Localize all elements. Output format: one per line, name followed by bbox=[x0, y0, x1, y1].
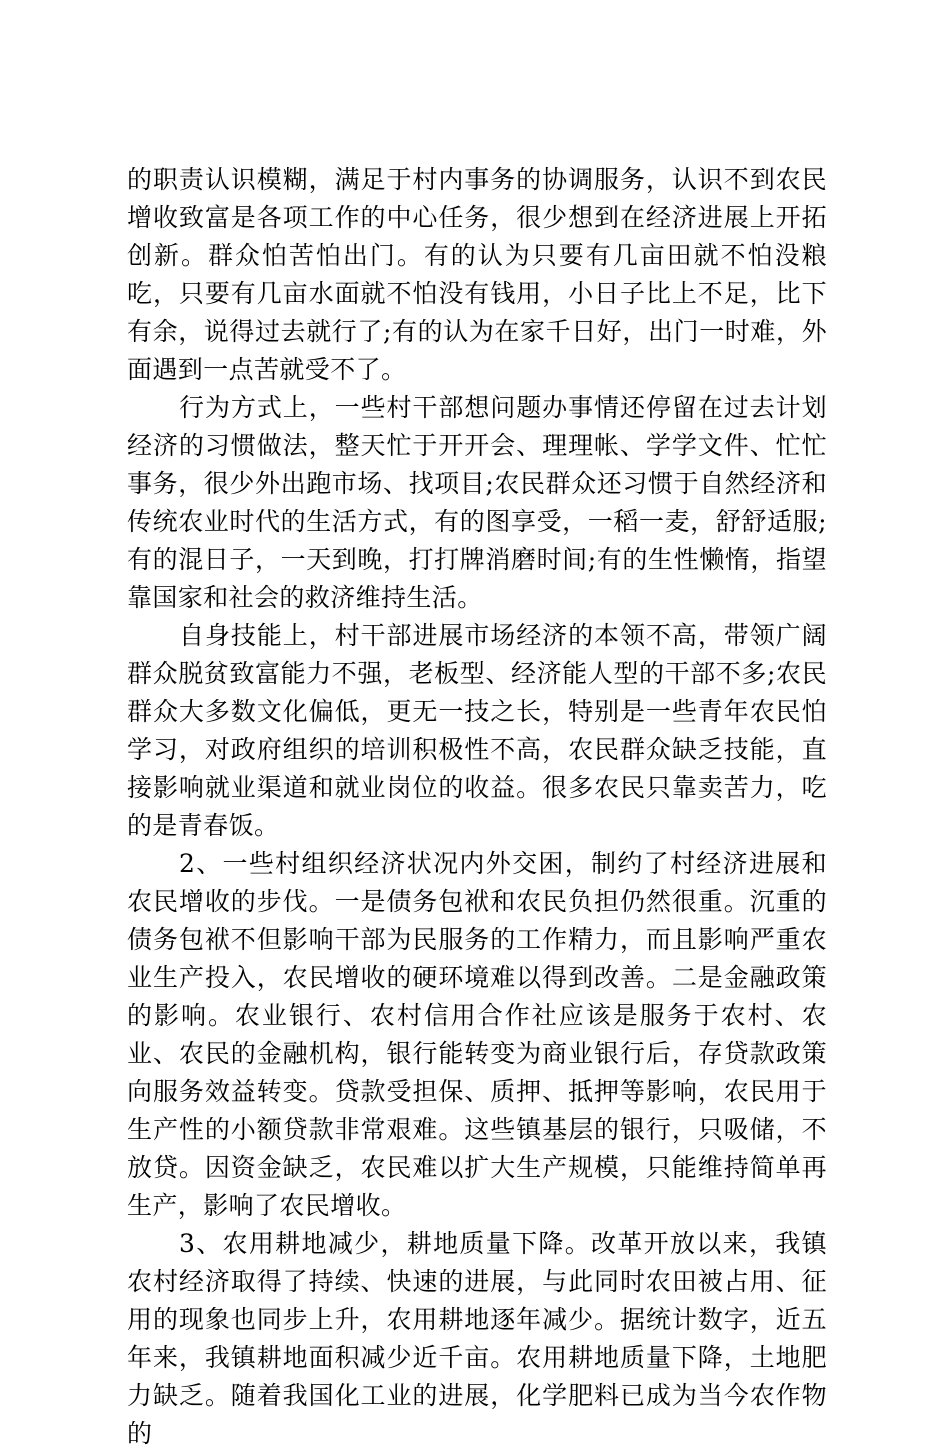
paragraph-3: 自身技能上，村干部进展市场经济的本领不高，带领广阔群众脱贫致富能力不强，老板型、经济能人型的干部不多;农民群众大多数文化偏低，更无一技之长，特别是一些青年农民怕学习，对政府组织的培训积极性不高，农民群众缺乏技能，直接影响就业渠道和就业岗位的收益。很多农民只靠卖苦力，吃的是青春饭。 bbox=[127, 621, 827, 840]
paragraph-4: 2、一些村组织经济状况内外交困，制约了村经济进展和农民增收的步伐。一是债务包袱和农民负担仍然很重。沉重的债务包袱不但影响干部为民服务的工作精力，而且影响严重农业生产投入，农民增收的硬环境难以得到改善。二是金融政策的影响。农业银行、农村信用合作社应该是服务于农村、农业、农民的金融机构，银行能转变为商业银行后，存贷款政策向服务效益转变。贷款受担保、质押、抵押等影响，农民用于生产性的小额贷款非常艰难。这些镇基层的银行，只吸储，不放贷。因资金缺乏，农民难以扩大生产规模，只能维持简单再生产，影响了农民增收。 bbox=[127, 849, 827, 1220]
paragraph-1: 的职责认识模糊，满足于村内事务的协调服务，认识不到农民增收致富是各项工作的中心任务，很少想到在经济进展上开拓创新。群众怕苦怕出门。有的认为只要有几亩田就不怕没粮吃，只要有几亩水面就不怕没有钱用，小日子比上不足，比下有余，说得过去就行了;有的认为在家千日好，出门一时难，外面遇到一点苦就受不了。 bbox=[127, 165, 827, 384]
paragraph-2: 行为方式上，一些村干部想问题办事情还停留在过去计划经济的习惯做法，整天忙于开开会、理理帐、学学文件、忙忙事务，很少外出跑市场、找项目;农民群众还习惯于自然经济和传统农业时代的生活方式，有的图享受，一稻一麦，舒舒适服;有的混日子，一天到晚，打打牌消磨时间;有的生性懒惰，指望靠国家和社会的救济维持生活。 bbox=[127, 393, 827, 612]
paragraph-5: 3、农用耕地减少，耕地质量下降。改革开放以来，我镇农村经济取得了持续、快速的进展，与此同时农田被占用、征用的现象也同步上升，农用耕地逐年减少。据统计数字，近五年来，我镇耕地面积减少近千亩。农用耕地质量下降，土地肥力缺乏。随着我国化工业的进展，化学肥料已成为当今农作物的 bbox=[127, 1229, 827, 1448]
document-body bbox=[127, 161, 827, 1453]
